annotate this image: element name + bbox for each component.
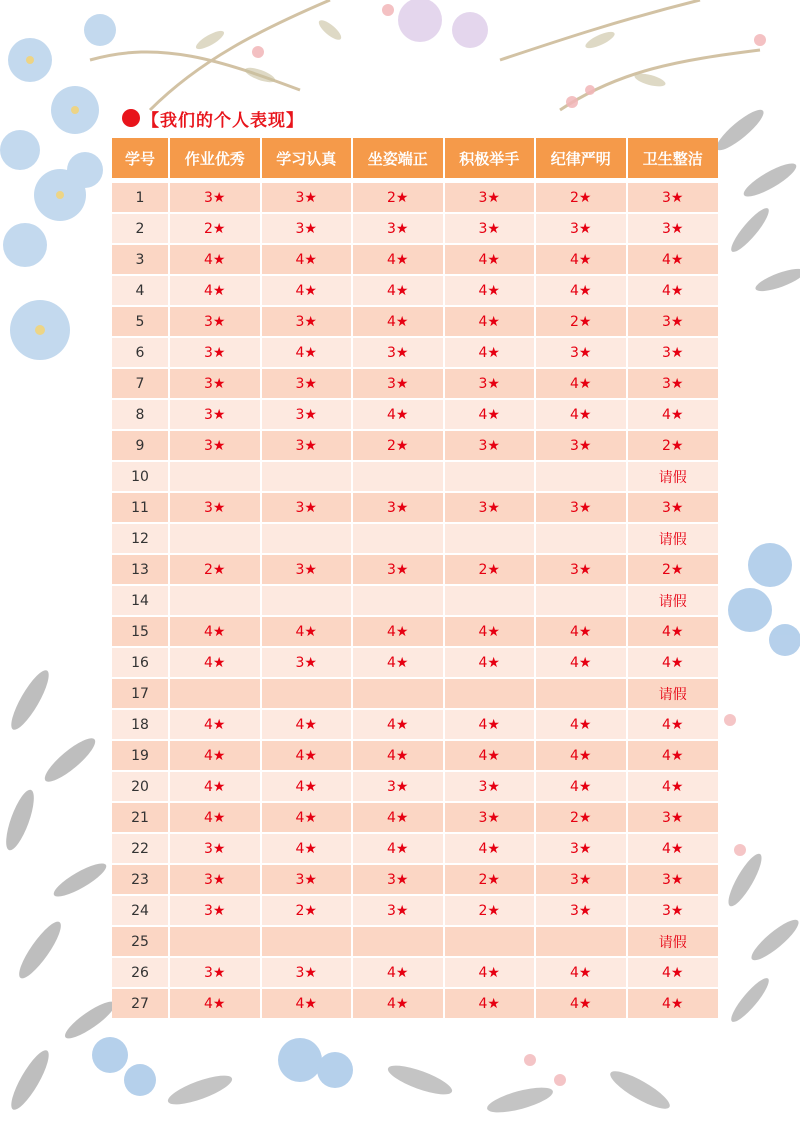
cell-hand-raising: 2★ bbox=[444, 895, 536, 926]
cell-hygiene: 4★ bbox=[627, 244, 719, 275]
table-body bbox=[112, 182, 718, 1019]
cell-hygiene: 3★ bbox=[627, 492, 719, 523]
cell-hand-raising bbox=[444, 926, 536, 957]
cell-discipline: 4★ bbox=[535, 616, 627, 647]
cell-study: 3★ bbox=[261, 399, 353, 430]
cell-homework: 4★ bbox=[169, 709, 261, 740]
cell-student-id: 19 bbox=[112, 740, 169, 771]
table-row bbox=[112, 771, 718, 802]
cell-discipline: 4★ bbox=[535, 275, 627, 306]
cell-study: 3★ bbox=[261, 182, 353, 213]
cell-discipline: 4★ bbox=[535, 647, 627, 678]
cell-study: 3★ bbox=[261, 647, 353, 678]
cell-student-id: 15 bbox=[112, 616, 169, 647]
cell-homework: 2★ bbox=[169, 213, 261, 244]
cell-student-id: 11 bbox=[112, 492, 169, 523]
table-row bbox=[112, 554, 718, 585]
cell-discipline: 3★ bbox=[535, 833, 627, 864]
cell-study: 4★ bbox=[261, 771, 353, 802]
cell-discipline bbox=[535, 926, 627, 957]
section-title-row bbox=[122, 105, 304, 131]
cell-study: 3★ bbox=[261, 306, 353, 337]
header-posture: 坐姿端正 bbox=[352, 138, 444, 178]
cell-study: 3★ bbox=[261, 213, 353, 244]
cell-homework bbox=[169, 926, 261, 957]
cell-study: 4★ bbox=[261, 740, 353, 771]
cell-posture: 2★ bbox=[352, 430, 444, 461]
cell-study: 3★ bbox=[261, 957, 353, 988]
cell-study: 3★ bbox=[261, 492, 353, 523]
cell-hand-raising: 4★ bbox=[444, 337, 536, 368]
cell-hygiene: 请假 bbox=[627, 585, 719, 616]
cell-discipline: 4★ bbox=[535, 988, 627, 1019]
table-header-row bbox=[112, 138, 718, 178]
table-row bbox=[112, 833, 718, 864]
table-row bbox=[112, 213, 718, 244]
cell-homework: 4★ bbox=[169, 244, 261, 275]
table-row bbox=[112, 864, 718, 895]
cell-student-id: 4 bbox=[112, 275, 169, 306]
cell-homework: 3★ bbox=[169, 182, 261, 213]
cell-homework: 3★ bbox=[169, 368, 261, 399]
cell-hygiene: 3★ bbox=[627, 368, 719, 399]
cell-hand-raising: 4★ bbox=[444, 647, 536, 678]
cell-hand-raising: 3★ bbox=[444, 771, 536, 802]
cell-study: 4★ bbox=[261, 709, 353, 740]
cell-posture bbox=[352, 461, 444, 492]
cell-study: 4★ bbox=[261, 616, 353, 647]
cell-homework: 4★ bbox=[169, 771, 261, 802]
cell-posture: 4★ bbox=[352, 399, 444, 430]
cell-discipline: 4★ bbox=[535, 244, 627, 275]
cell-homework bbox=[169, 585, 261, 616]
cell-student-id: 25 bbox=[112, 926, 169, 957]
cell-study bbox=[261, 461, 353, 492]
cell-homework: 3★ bbox=[169, 864, 261, 895]
cell-homework: 3★ bbox=[169, 895, 261, 926]
cell-homework: 3★ bbox=[169, 430, 261, 461]
cell-study: 3★ bbox=[261, 368, 353, 399]
cell-discipline: 4★ bbox=[535, 957, 627, 988]
header-study: 学习认真 bbox=[261, 138, 353, 178]
cell-hygiene: 4★ bbox=[627, 399, 719, 430]
performance-table-wrapper bbox=[112, 138, 718, 1020]
cell-hygiene: 4★ bbox=[627, 616, 719, 647]
cell-posture: 4★ bbox=[352, 709, 444, 740]
cell-posture: 4★ bbox=[352, 244, 444, 275]
cell-hand-raising: 4★ bbox=[444, 616, 536, 647]
cell-homework: 3★ bbox=[169, 833, 261, 864]
header-hygiene: 卫生整洁 bbox=[627, 138, 719, 178]
table-row bbox=[112, 275, 718, 306]
cell-study: 3★ bbox=[261, 430, 353, 461]
cell-posture: 3★ bbox=[352, 492, 444, 523]
cell-homework: 2★ bbox=[169, 554, 261, 585]
cell-student-id: 16 bbox=[112, 647, 169, 678]
cell-discipline bbox=[535, 461, 627, 492]
table-row bbox=[112, 306, 718, 337]
header-hand-raising: 积极举手 bbox=[444, 138, 536, 178]
cell-hand-raising: 4★ bbox=[444, 306, 536, 337]
cell-hygiene: 4★ bbox=[627, 740, 719, 771]
cell-hygiene: 2★ bbox=[627, 554, 719, 585]
cell-hand-raising: 2★ bbox=[444, 864, 536, 895]
cell-posture: 4★ bbox=[352, 616, 444, 647]
cell-posture: 3★ bbox=[352, 864, 444, 895]
cell-student-id: 13 bbox=[112, 554, 169, 585]
cell-homework bbox=[169, 461, 261, 492]
cell-discipline bbox=[535, 678, 627, 709]
cell-hygiene: 3★ bbox=[627, 306, 719, 337]
table-row bbox=[112, 523, 718, 554]
cell-hygiene: 请假 bbox=[627, 678, 719, 709]
cell-posture: 4★ bbox=[352, 833, 444, 864]
cell-posture bbox=[352, 678, 444, 709]
cell-hygiene: 4★ bbox=[627, 988, 719, 1019]
cell-study bbox=[261, 926, 353, 957]
table-row bbox=[112, 709, 718, 740]
header-discipline: 纪律严明 bbox=[535, 138, 627, 178]
cell-homework bbox=[169, 523, 261, 554]
cell-posture: 4★ bbox=[352, 802, 444, 833]
cell-hygiene: 3★ bbox=[627, 182, 719, 213]
cell-homework: 4★ bbox=[169, 988, 261, 1019]
cell-student-id: 6 bbox=[112, 337, 169, 368]
cell-posture: 4★ bbox=[352, 957, 444, 988]
table-row bbox=[112, 740, 718, 771]
cell-homework bbox=[169, 678, 261, 709]
cell-posture bbox=[352, 926, 444, 957]
cell-hygiene: 请假 bbox=[627, 523, 719, 554]
cell-student-id: 8 bbox=[112, 399, 169, 430]
table-row bbox=[112, 368, 718, 399]
cell-posture: 3★ bbox=[352, 895, 444, 926]
cell-posture: 4★ bbox=[352, 988, 444, 1019]
cell-hand-raising: 4★ bbox=[444, 244, 536, 275]
section-title: 【我们的个人表现】 bbox=[142, 110, 304, 131]
cell-hand-raising: 4★ bbox=[444, 275, 536, 306]
cell-homework: 4★ bbox=[169, 275, 261, 306]
cell-homework: 4★ bbox=[169, 740, 261, 771]
table-row bbox=[112, 802, 718, 833]
cell-discipline: 3★ bbox=[535, 492, 627, 523]
cell-hygiene: 3★ bbox=[627, 864, 719, 895]
cell-student-id: 26 bbox=[112, 957, 169, 988]
cell-study: 3★ bbox=[261, 864, 353, 895]
table-row bbox=[112, 678, 718, 709]
cell-hand-raising: 3★ bbox=[444, 213, 536, 244]
cell-study: 4★ bbox=[261, 244, 353, 275]
cell-homework: 3★ bbox=[169, 957, 261, 988]
cell-study: 4★ bbox=[261, 275, 353, 306]
cell-student-id: 10 bbox=[112, 461, 169, 492]
cell-student-id: 27 bbox=[112, 988, 169, 1019]
cell-study: 4★ bbox=[261, 833, 353, 864]
bullet-dot-icon bbox=[122, 109, 140, 127]
cell-student-id: 18 bbox=[112, 709, 169, 740]
cell-hand-raising: 3★ bbox=[444, 802, 536, 833]
cell-study bbox=[261, 523, 353, 554]
cell-posture bbox=[352, 585, 444, 616]
cell-homework: 3★ bbox=[169, 492, 261, 523]
cell-hand-raising: 4★ bbox=[444, 399, 536, 430]
cell-hygiene: 4★ bbox=[627, 709, 719, 740]
cell-student-id: 17 bbox=[112, 678, 169, 709]
cell-hygiene: 3★ bbox=[627, 337, 719, 368]
header-student-id: 学号 bbox=[112, 138, 169, 178]
table-row bbox=[112, 616, 718, 647]
cell-posture: 4★ bbox=[352, 740, 444, 771]
cell-hand-raising: 3★ bbox=[444, 182, 536, 213]
cell-hand-raising bbox=[444, 585, 536, 616]
cell-homework: 4★ bbox=[169, 616, 261, 647]
cell-student-id: 1 bbox=[112, 182, 169, 213]
cell-hygiene: 请假 bbox=[627, 461, 719, 492]
cell-discipline: 3★ bbox=[535, 554, 627, 585]
cell-student-id: 23 bbox=[112, 864, 169, 895]
cell-discipline: 3★ bbox=[535, 864, 627, 895]
cell-hygiene: 4★ bbox=[627, 957, 719, 988]
cell-student-id: 5 bbox=[112, 306, 169, 337]
cell-student-id: 24 bbox=[112, 895, 169, 926]
table-row bbox=[112, 182, 718, 213]
table-row bbox=[112, 461, 718, 492]
cell-student-id: 2 bbox=[112, 213, 169, 244]
table-row bbox=[112, 430, 718, 461]
cell-hygiene: 3★ bbox=[627, 213, 719, 244]
cell-posture: 3★ bbox=[352, 337, 444, 368]
cell-discipline: 4★ bbox=[535, 740, 627, 771]
cell-student-id: 20 bbox=[112, 771, 169, 802]
cell-hygiene: 2★ bbox=[627, 430, 719, 461]
cell-homework: 3★ bbox=[169, 337, 261, 368]
cell-posture: 2★ bbox=[352, 182, 444, 213]
cell-hand-raising bbox=[444, 678, 536, 709]
cell-discipline: 2★ bbox=[535, 802, 627, 833]
table-row bbox=[112, 399, 718, 430]
cell-posture: 4★ bbox=[352, 647, 444, 678]
cell-hygiene: 4★ bbox=[627, 647, 719, 678]
cell-posture: 3★ bbox=[352, 771, 444, 802]
cell-discipline: 3★ bbox=[535, 337, 627, 368]
cell-hand-raising: 4★ bbox=[444, 988, 536, 1019]
performance-table bbox=[112, 138, 718, 1020]
cell-hand-raising: 3★ bbox=[444, 368, 536, 399]
cell-student-id: 3 bbox=[112, 244, 169, 275]
cell-hygiene: 4★ bbox=[627, 771, 719, 802]
cell-student-id: 9 bbox=[112, 430, 169, 461]
cell-study: 3★ bbox=[261, 554, 353, 585]
cell-hand-raising: 3★ bbox=[444, 492, 536, 523]
cell-discipline: 4★ bbox=[535, 709, 627, 740]
table-row bbox=[112, 988, 718, 1019]
cell-student-id: 7 bbox=[112, 368, 169, 399]
cell-student-id: 21 bbox=[112, 802, 169, 833]
cell-discipline: 4★ bbox=[535, 368, 627, 399]
cell-discipline bbox=[535, 523, 627, 554]
cell-posture: 3★ bbox=[352, 213, 444, 244]
cell-hygiene: 4★ bbox=[627, 833, 719, 864]
cell-hand-raising: 4★ bbox=[444, 740, 536, 771]
cell-student-id: 14 bbox=[112, 585, 169, 616]
cell-hand-raising bbox=[444, 523, 536, 554]
cell-hygiene: 3★ bbox=[627, 895, 719, 926]
cell-study bbox=[261, 678, 353, 709]
cell-discipline: 2★ bbox=[535, 306, 627, 337]
cell-hand-raising: 4★ bbox=[444, 957, 536, 988]
cell-hand-raising: 4★ bbox=[444, 833, 536, 864]
cell-study: 4★ bbox=[261, 988, 353, 1019]
cell-discipline: 4★ bbox=[535, 399, 627, 430]
table-row bbox=[112, 585, 718, 616]
cell-discipline: 4★ bbox=[535, 771, 627, 802]
table-row bbox=[112, 492, 718, 523]
table-row bbox=[112, 895, 718, 926]
cell-hand-raising: 4★ bbox=[444, 709, 536, 740]
cell-study bbox=[261, 585, 353, 616]
cell-student-id: 12 bbox=[112, 523, 169, 554]
cell-discipline: 3★ bbox=[535, 430, 627, 461]
table-row bbox=[112, 337, 718, 368]
table-row bbox=[112, 244, 718, 275]
cell-discipline bbox=[535, 585, 627, 616]
cell-posture: 3★ bbox=[352, 368, 444, 399]
cell-discipline: 3★ bbox=[535, 213, 627, 244]
cell-discipline: 2★ bbox=[535, 182, 627, 213]
cell-discipline: 3★ bbox=[535, 895, 627, 926]
cell-hand-raising: 3★ bbox=[444, 430, 536, 461]
cell-study: 4★ bbox=[261, 337, 353, 368]
cell-student-id: 22 bbox=[112, 833, 169, 864]
cell-study: 2★ bbox=[261, 895, 353, 926]
table-row bbox=[112, 647, 718, 678]
cell-homework: 4★ bbox=[169, 647, 261, 678]
table-row bbox=[112, 957, 718, 988]
cell-homework: 3★ bbox=[169, 306, 261, 337]
cell-hand-raising: 2★ bbox=[444, 554, 536, 585]
cell-posture bbox=[352, 523, 444, 554]
cell-study: 4★ bbox=[261, 802, 353, 833]
cell-hygiene: 请假 bbox=[627, 926, 719, 957]
cell-hand-raising bbox=[444, 461, 536, 492]
cell-hygiene: 3★ bbox=[627, 802, 719, 833]
cell-homework: 3★ bbox=[169, 399, 261, 430]
cell-hygiene: 4★ bbox=[627, 275, 719, 306]
cell-posture: 4★ bbox=[352, 275, 444, 306]
cell-homework: 4★ bbox=[169, 802, 261, 833]
table-row bbox=[112, 926, 718, 957]
cell-posture: 4★ bbox=[352, 306, 444, 337]
cell-posture: 3★ bbox=[352, 554, 444, 585]
header-homework: 作业优秀 bbox=[169, 138, 261, 178]
